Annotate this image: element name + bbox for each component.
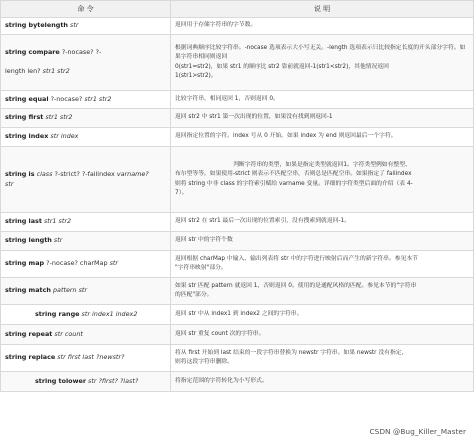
description-cell xyxy=(171,213,474,232)
command-args: str first last ?newstr? xyxy=(57,353,125,362)
table-row xyxy=(1,213,474,232)
command-name: string first xyxy=(5,113,44,122)
command-cell xyxy=(1,251,171,278)
command-cell xyxy=(1,147,171,213)
description-line: 7）。 xyxy=(175,189,188,196)
description-line: 返回用于存储字符串的字节数。 xyxy=(175,22,257,29)
table-row xyxy=(1,278,474,305)
table-row xyxy=(1,232,474,251)
description-line: 布尔型等等。如果使用-strict 则表示不匹配空串，否则总是匹配空串。如果指定了 failindex xyxy=(175,171,412,178)
command-options: ?-nocase? ?- xyxy=(61,48,102,57)
table-row xyxy=(1,18,474,35)
command-name: string equal xyxy=(5,94,49,103)
table-row xyxy=(1,345,474,372)
command-cell xyxy=(1,305,171,325)
command-args: str count xyxy=(54,329,83,338)
command-name: string map xyxy=(5,259,45,268)
description-line: 0(str1=str2)，如果 str1 的顺序比 str2 靠前就返回-1(str1<str2)，其他情况返回 xyxy=(175,63,389,70)
command-name: string is xyxy=(5,170,35,179)
description-line: 判断字符串的类型，如果是指定类型就返回1。字符类型例如有整型、 xyxy=(233,161,411,168)
command-args: str1 str2 xyxy=(43,217,72,226)
description-line: 返回根据 charMap 中输入、输出列表将 str 中的字符进行映射后而产生的新字符串。参见本节 xyxy=(175,255,418,262)
command-cell xyxy=(1,35,171,91)
command-cell xyxy=(1,345,171,372)
description-cell xyxy=(171,147,474,213)
command-args: str1 str2 xyxy=(84,94,112,103)
description-line: 返回 str2 在 str1 最后一次出现的位置索引，没有搜索到就返回-1。 xyxy=(175,218,351,225)
description-line: 的匹配"部分。 xyxy=(175,292,213,298)
description-line: 将从 first 开始到 last 结束的一段字符串替换为 newstr 字符串。如果 newstr 没有指定， xyxy=(175,349,408,356)
table-row xyxy=(1,147,474,213)
description-line: "字符串映射"部分。 xyxy=(175,265,227,271)
command-name: string last xyxy=(5,217,42,226)
command-cell xyxy=(1,128,171,147)
description-cell xyxy=(171,305,474,325)
description-cell xyxy=(171,35,474,91)
description-cell xyxy=(171,128,474,147)
command-name: string length xyxy=(5,236,52,245)
command-cell xyxy=(1,91,171,109)
command-name: string compare xyxy=(5,48,60,57)
command-name: string replace xyxy=(5,353,56,362)
description-line: 将指定范围的字符转化为小写形式。 xyxy=(175,377,268,384)
table-row xyxy=(1,35,474,91)
command-options: length len? xyxy=(5,67,41,76)
table-row xyxy=(1,372,474,392)
description-cell xyxy=(171,345,474,372)
description-cell xyxy=(171,278,474,305)
command-name: string index xyxy=(5,132,49,141)
command-args: str1 str2 xyxy=(42,67,70,76)
description-line: 根据词典顺序比较字符串。-nocase 选项表示大小写无关。-length 选项表示只比较指定长度的开头部分字符。如果字符串相同则返回 xyxy=(175,44,466,61)
command-cell xyxy=(1,18,171,35)
table-header-row xyxy=(1,1,474,18)
table-row xyxy=(1,91,474,109)
command-args: str ?first? ?last? xyxy=(88,376,139,385)
description-line: 1(str1>str2)。 xyxy=(175,72,217,79)
description-line: 比较字符串，相同返回 1，否则返回 0。 xyxy=(175,95,279,102)
table-row xyxy=(1,251,474,278)
command-args: varname? xyxy=(116,170,149,179)
command-name: string tolower xyxy=(35,376,86,385)
command-options: ?-nocase? charMap xyxy=(46,259,108,268)
table-row xyxy=(1,325,474,345)
command-cell xyxy=(1,213,171,232)
table-row xyxy=(1,109,474,128)
command-cell xyxy=(1,232,171,251)
command-cell xyxy=(1,278,171,305)
description-line: 返回 str 重复 count 次的字符串。 xyxy=(175,330,265,337)
description-cell xyxy=(171,109,474,128)
command-options: ?-nocase? xyxy=(50,94,83,103)
column-header-description: 说 明 xyxy=(171,1,474,18)
command-args: str xyxy=(53,236,63,245)
command-args: str xyxy=(5,179,14,188)
description-cell xyxy=(171,18,474,35)
description-cell xyxy=(171,91,474,109)
description-cell xyxy=(171,372,474,392)
description-line: 则将这段字符串删除。 xyxy=(175,359,233,365)
command-cell xyxy=(1,372,171,392)
description-line: 返回 str2 中 str1 第一次出现的位置，如果没有找到则返回-1 xyxy=(175,114,333,121)
command-name: string bytelength xyxy=(5,21,68,30)
command-options: ?-strict? ?-failindex xyxy=(54,170,115,179)
command-name: string range xyxy=(35,309,80,318)
description-cell xyxy=(171,251,474,278)
command-args: str1 str2 xyxy=(45,113,73,122)
command-args: class xyxy=(36,170,53,179)
description-line: 则将 string 中非 class 的字符索引赋给 varname 变量。详细的字符类型后面的介绍（表 4- xyxy=(175,180,413,187)
table-row xyxy=(1,128,474,147)
table-row xyxy=(1,305,474,325)
description-line: 返回指定位置的字符。index 号从 0 开始。如果 index 为 end 则返回最后一个字符。 xyxy=(175,133,397,140)
watermark: CSDN @Bug_Killer_Master xyxy=(369,427,466,436)
command-args: str index1 index2 xyxy=(81,309,138,318)
command-args: pattern str xyxy=(52,286,88,295)
column-header-command: 命 令 xyxy=(1,1,171,18)
description-line: 返回 str 中的字符个数 xyxy=(175,237,233,244)
command-name: string match xyxy=(5,286,51,295)
command-args: str index xyxy=(50,132,79,141)
command-name: string repeat xyxy=(5,329,53,338)
description-cell xyxy=(171,325,474,345)
command-args: str xyxy=(109,259,119,268)
description-line: 返回 str 中从 index1 到 index2 之间的字符串。 xyxy=(175,310,303,317)
command-args: str xyxy=(69,21,79,30)
description-cell xyxy=(171,232,474,251)
command-cell xyxy=(1,109,171,128)
command-cell xyxy=(1,325,171,345)
description-line: 如果 str 匹配 pattern 就返回 1，否则返回 0。使用的是通配风格的匹配。参见本节的"字符串 xyxy=(175,282,417,289)
